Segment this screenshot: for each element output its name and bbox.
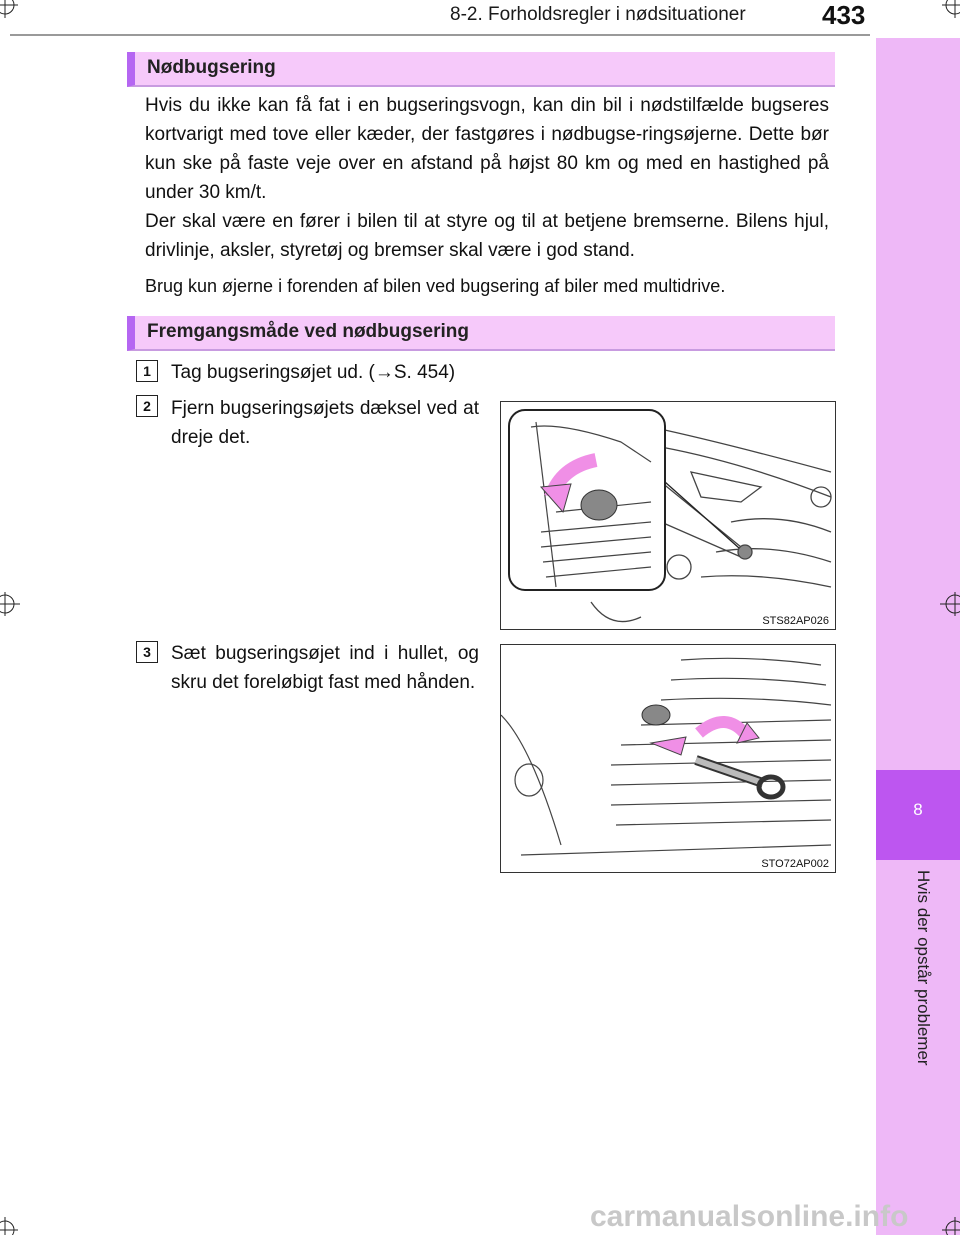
step-number-3: 3 [136, 641, 158, 663]
figure-code: STO72AP002 [761, 858, 829, 870]
crop-mark-icon [936, 1211, 960, 1235]
step-text-3: Sæt bugseringsøjet ind i hullet, og skru det foreløbigt fast med hånden. [171, 643, 479, 693]
section-heading-text: Nødbugsering [147, 57, 276, 78]
watermark: carmanualsonline.info [590, 1200, 909, 1233]
figure-insert-tow-eye [500, 644, 836, 873]
chapter-number: 8 [913, 800, 923, 819]
step-number-2: 2 [136, 395, 158, 417]
paragraph-requirements: Der skal være en fører i bilen til at styre og til at betjene bremserne. Bilens hjul, drivlinje, aksler, styretøj og bremser skal være i god stand. [145, 211, 829, 261]
crop-mark-icon [0, 590, 24, 618]
section-heading-text: Fremgangsmåde ved nødbugsering [147, 321, 469, 342]
crop-mark-icon [0, 1211, 24, 1235]
figure-remove-cover [500, 401, 836, 630]
paragraph-multidrive: Brug kun øjerne i forenden af bilen ved bugsering af biler med multidrive. [145, 276, 726, 296]
tow-eye-illustration [501, 645, 836, 873]
figure-code: STS82AP026 [762, 615, 829, 627]
running-header: 8-2. Forholdsregler i nødsituationer [450, 4, 746, 25]
crop-mark-icon [0, 0, 24, 24]
arrow-right-icon: → [374, 362, 394, 383]
section-heading-towing [127, 52, 835, 87]
crop-mark-icon [936, 0, 960, 24]
step-number-1: 1 [136, 360, 158, 382]
paragraph-intro: Hvis du ikke kan få fat i en bugseringsvogn, kan din bil i nødstilfælde bugseres kortvarigt med tove eller kæder, der fastgøres i nødbugse-ringsøjerne. Dette bør kun ske på faste veje over en afstand på højst 80 km og med en hastighed på under 30 km/t. [145, 95, 829, 203]
step-text-2: Fjern bugseringsøjets dæksel ved at dreje det. [171, 398, 479, 448]
crop-mark-icon [936, 590, 960, 618]
chapter-label: Hvis der opstår problemer [914, 870, 933, 1066]
page-number: 433 [822, 0, 866, 30]
section-heading-procedure [127, 316, 835, 351]
grille-cover-illustration [501, 402, 836, 630]
step-text-1: Tag bugseringsøjet ud. (→S. 454) [171, 362, 456, 383]
header-rule [10, 34, 870, 36]
